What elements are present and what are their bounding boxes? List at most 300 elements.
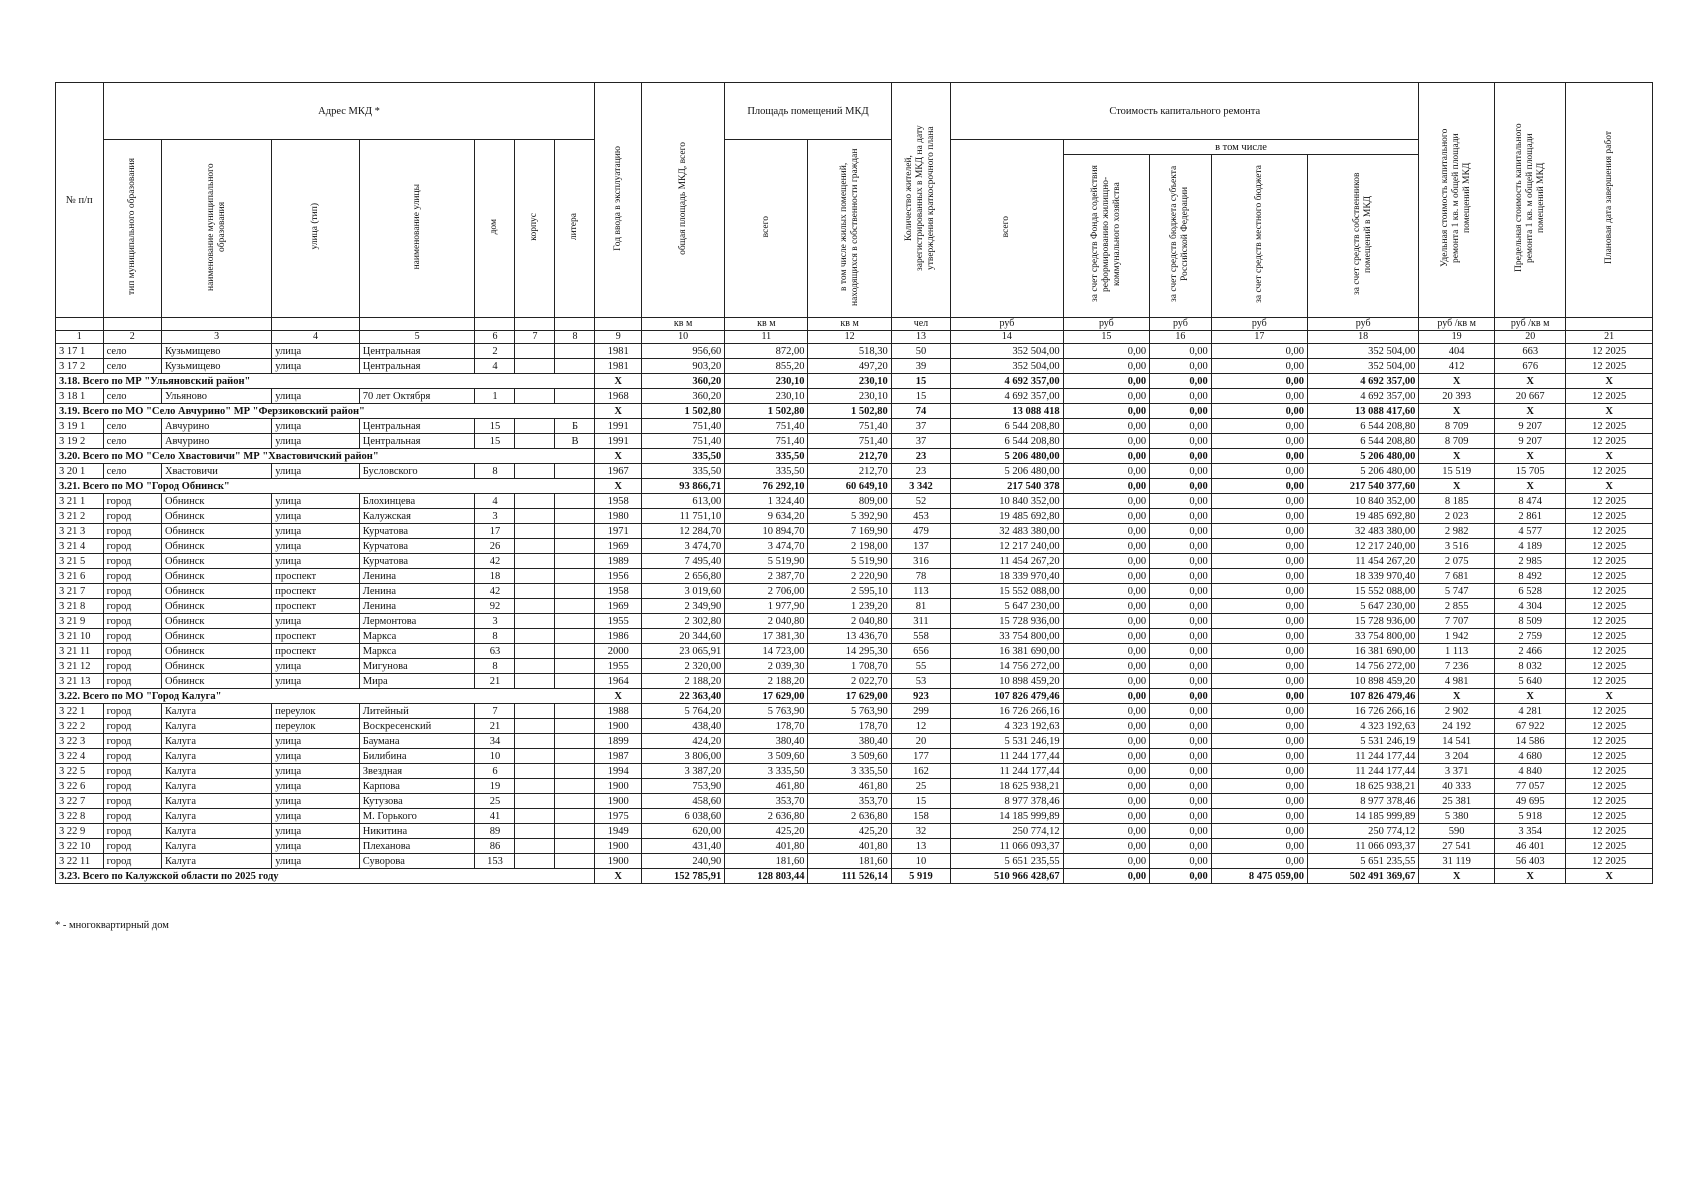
table-cell: 5 651 235,55 xyxy=(951,854,1063,869)
table-cell xyxy=(515,794,555,809)
table-cell: Обнинск xyxy=(161,674,271,689)
table-cell: 81 xyxy=(891,599,950,614)
table-cell: 1900 xyxy=(595,839,641,854)
table-cell: 0,00 xyxy=(1211,854,1307,869)
table-cell: 0,00 xyxy=(1063,839,1149,854)
table-cell: 2000 xyxy=(595,644,641,659)
table-cell: 1987 xyxy=(595,749,641,764)
table-cell: город xyxy=(103,614,161,629)
table-cell: 3 342 xyxy=(891,479,950,494)
table-cell: 37 xyxy=(891,434,950,449)
table-cell: 656 xyxy=(891,644,950,659)
table-cell: X xyxy=(1495,374,1566,389)
table-cell: Калуга xyxy=(161,839,271,854)
table-cell: город xyxy=(103,704,161,719)
table-cell: город xyxy=(103,854,161,869)
table-cell: 0,00 xyxy=(1211,569,1307,584)
table-cell: X xyxy=(1495,404,1566,419)
table-cell: Кузьмищево xyxy=(161,344,271,359)
table-cell: 3 371 xyxy=(1419,764,1495,779)
table-cell: 380,40 xyxy=(808,734,891,749)
table-cell: 558 xyxy=(891,629,950,644)
table-cell: 33 754 800,00 xyxy=(1307,629,1418,644)
table-cell: Обнинск xyxy=(161,509,271,524)
table-cell: 0,00 xyxy=(1150,824,1212,839)
table-cell: 6 528 xyxy=(1495,584,1566,599)
table-cell: 4 680 xyxy=(1495,749,1566,764)
table-row xyxy=(56,629,1653,644)
table-cell: 15 728 936,00 xyxy=(1307,614,1418,629)
table-cell: 178,70 xyxy=(725,719,808,734)
table-cell: 620,00 xyxy=(641,824,724,839)
table-cell: 923 xyxy=(891,689,950,704)
table-cell: 19 485 692,80 xyxy=(1307,509,1418,524)
table-cell: 12 2025 xyxy=(1566,419,1653,434)
table-cell: 1 xyxy=(475,389,515,404)
table-cell: село xyxy=(103,344,161,359)
table-cell: 7 236 xyxy=(1419,659,1495,674)
table-cell xyxy=(555,644,595,659)
table-cell: 10 898 459,20 xyxy=(1307,674,1418,689)
header-cost-owners: за счет средств собственников помещений в МКД xyxy=(1307,155,1418,318)
table-row xyxy=(56,614,1653,629)
table-cell: 74 xyxy=(891,404,950,419)
table-cell: улица xyxy=(272,614,360,629)
table-cell: 5 519,90 xyxy=(725,554,808,569)
table-cell: 0,00 xyxy=(1211,749,1307,764)
table-cell: Ульяново xyxy=(161,389,271,404)
table-cell: 2 861 xyxy=(1495,509,1566,524)
table-cell: 5 747 xyxy=(1419,584,1495,599)
table-cell xyxy=(555,524,595,539)
table-cell: улица xyxy=(272,764,360,779)
table-cell: 6 544 208,80 xyxy=(951,434,1063,449)
table-cell: 5 531 246,19 xyxy=(951,734,1063,749)
table-cell: 14 295,30 xyxy=(808,644,891,659)
table-cell: 177 xyxy=(891,749,950,764)
table-cell: 8 509 xyxy=(1495,614,1566,629)
table-cell: 217 540 378 xyxy=(951,479,1063,494)
table-cell: 3 204 xyxy=(1419,749,1495,764)
table-cell: Б xyxy=(555,419,595,434)
column-number: 8 xyxy=(555,331,595,344)
table-cell xyxy=(515,809,555,824)
table-cell xyxy=(555,794,595,809)
table-cell: город xyxy=(103,749,161,764)
header-year: Год ввода в эксплуатацию xyxy=(595,83,641,318)
column-number: 14 xyxy=(951,331,1063,344)
unit-label: кв м xyxy=(808,318,891,331)
table-cell: 0,00 xyxy=(1063,644,1149,659)
table-cell: Обнинск xyxy=(161,539,271,554)
table-cell: 89 xyxy=(475,824,515,839)
table-cell: 0,00 xyxy=(1150,689,1212,704)
table-cell: 0,00 xyxy=(1150,704,1212,719)
table-cell: 152 785,91 xyxy=(641,869,724,884)
table-cell: 1956 xyxy=(595,569,641,584)
table-cell: 0,00 xyxy=(1150,629,1212,644)
table-cell: 753,90 xyxy=(641,779,724,794)
header-total-area: общая площадь МКД, всего xyxy=(641,83,724,318)
table-cell: 3 17 1 xyxy=(56,344,104,359)
table-cell xyxy=(515,854,555,869)
table-cell: М. Горького xyxy=(359,809,475,824)
table-cell: 15 xyxy=(475,434,515,449)
table-cell: город xyxy=(103,659,161,674)
table-cell: 3 21 8 xyxy=(56,599,104,614)
table-cell: 2 220,90 xyxy=(808,569,891,584)
table-cell: Суворова xyxy=(359,854,475,869)
table-cell: 34 xyxy=(475,734,515,749)
column-number: 7 xyxy=(515,331,555,344)
table-cell: 0,00 xyxy=(1150,509,1212,524)
column-number: 20 xyxy=(1495,331,1566,344)
table-cell: 10 840 352,00 xyxy=(951,494,1063,509)
header-addr-street-name: наименование улицы xyxy=(359,140,475,318)
column-number: 11 xyxy=(725,331,808,344)
table-cell: 12 2025 xyxy=(1566,509,1653,524)
table-cell: 0,00 xyxy=(1063,854,1149,869)
header-unit-cost: Удельная стоимость капитального ремонта 1 кв. м общей площади помещений МКД xyxy=(1419,83,1495,318)
table-cell: 0,00 xyxy=(1211,419,1307,434)
table-cell: 11 751,10 xyxy=(641,509,724,524)
table-cell: 3 20 1 xyxy=(56,464,104,479)
table-cell: 2 022,70 xyxy=(808,674,891,689)
table-cell: 22 363,40 xyxy=(641,689,724,704)
unit-label: руб /кв м xyxy=(1419,318,1495,331)
table-cell: 2 985 xyxy=(1495,554,1566,569)
table-cell xyxy=(555,509,595,524)
table-cell xyxy=(555,584,595,599)
table-cell: 4 xyxy=(475,359,515,374)
table-cell: 5 651 235,55 xyxy=(1307,854,1418,869)
table-cell: 55 xyxy=(891,659,950,674)
table-cell: 0,00 xyxy=(1211,614,1307,629)
column-number: 21 xyxy=(1566,331,1653,344)
table-cell: X xyxy=(1566,449,1653,464)
table-cell: 0,00 xyxy=(1211,824,1307,839)
table-cell: X xyxy=(595,404,641,419)
table-cell: 0,00 xyxy=(1211,434,1307,449)
table-cell: Хвастовичи xyxy=(161,464,271,479)
table-cell: 0,00 xyxy=(1211,809,1307,824)
table-cell: 3 387,20 xyxy=(641,764,724,779)
table-cell: 0,00 xyxy=(1150,599,1212,614)
table-cell: 1991 xyxy=(595,434,641,449)
table-cell: 12 2025 xyxy=(1566,824,1653,839)
table-row xyxy=(56,854,1653,869)
table-cell: 1 942 xyxy=(1419,629,1495,644)
table-cell: 3 21 2 xyxy=(56,509,104,524)
table-cell: 0,00 xyxy=(1063,569,1149,584)
table-cell: 0,00 xyxy=(1063,794,1149,809)
table-cell: 2 636,80 xyxy=(725,809,808,824)
table-cell xyxy=(555,659,595,674)
table-cell: 3 21 10 xyxy=(56,629,104,644)
table-cell: 240,90 xyxy=(641,854,724,869)
table-row xyxy=(56,734,1653,749)
table-cell: 0,00 xyxy=(1211,509,1307,524)
table-cell: 0,00 xyxy=(1211,344,1307,359)
capital-repair-table-sheet xyxy=(55,82,1653,884)
table-cell: Баумана xyxy=(359,734,475,749)
table-cell: 93 866,71 xyxy=(641,479,724,494)
table-cell: 3 21 12 xyxy=(56,659,104,674)
table-cell: 0,00 xyxy=(1150,779,1212,794)
table-cell: 1949 xyxy=(595,824,641,839)
table-cell: 0,00 xyxy=(1211,734,1307,749)
table-cell: 21 xyxy=(475,719,515,734)
table-cell: 12 2025 xyxy=(1566,494,1653,509)
table-cell: 12 217 240,00 xyxy=(1307,539,1418,554)
table-cell: улица xyxy=(272,854,360,869)
table-cell: 4 577 xyxy=(1495,524,1566,539)
table-cell: 8 xyxy=(475,659,515,674)
table-cell: 311 xyxy=(891,614,950,629)
subtotal-label: 3.18. Всего по МР "Ульяновский район" xyxy=(56,374,595,389)
table-cell: 17 629,00 xyxy=(725,689,808,704)
table-cell: 20 393 xyxy=(1419,389,1495,404)
table-cell xyxy=(555,599,595,614)
table-cell: 32 483 380,00 xyxy=(951,524,1063,539)
table-cell: 438,40 xyxy=(641,719,724,734)
table-cell: 12 2025 xyxy=(1566,464,1653,479)
table-cell: Калуга xyxy=(161,779,271,794)
table-cell: X xyxy=(1419,404,1495,419)
table-cell: Калуга xyxy=(161,764,271,779)
table-cell xyxy=(555,614,595,629)
table-cell: 3 17 2 xyxy=(56,359,104,374)
table-cell: 2 706,00 xyxy=(725,584,808,599)
table-cell: 2 023 xyxy=(1419,509,1495,524)
unit-label: руб xyxy=(1150,318,1212,331)
table-cell: улица xyxy=(272,464,360,479)
table-cell: 0,00 xyxy=(1150,494,1212,509)
table-cell: 17 xyxy=(475,524,515,539)
header-cost-total: всего xyxy=(951,140,1063,318)
table-cell: 5 764,20 xyxy=(641,704,724,719)
table-cell: 15 xyxy=(891,374,950,389)
table-cell: 0,00 xyxy=(1063,524,1149,539)
table-cell: Обнинск xyxy=(161,494,271,509)
table-cell: 3 509,60 xyxy=(808,749,891,764)
table-cell: 23 065,91 xyxy=(641,644,724,659)
table-cell: 3 xyxy=(475,614,515,629)
table-cell: 0,00 xyxy=(1063,809,1149,824)
table-cell: переулок xyxy=(272,704,360,719)
table-cell: 0,00 xyxy=(1150,659,1212,674)
table-cell: 40 333 xyxy=(1419,779,1495,794)
table-cell: 0,00 xyxy=(1063,704,1149,719)
table-cell: Звездная xyxy=(359,764,475,779)
table-cell xyxy=(515,389,555,404)
table-cell: 9 207 xyxy=(1495,434,1566,449)
table-cell: 2 902 xyxy=(1419,704,1495,719)
table-cell: 15 728 936,00 xyxy=(951,614,1063,629)
table-cell: 0,00 xyxy=(1063,539,1149,554)
table-cell: 23 xyxy=(891,464,950,479)
table-cell: 31 119 xyxy=(1419,854,1495,869)
table-cell: улица xyxy=(272,794,360,809)
table-cell: 8 xyxy=(475,629,515,644)
table-cell: X xyxy=(1566,479,1653,494)
table-cell: 12 2025 xyxy=(1566,854,1653,869)
table-cell: 18 625 938,21 xyxy=(951,779,1063,794)
table-cell: 2 759 xyxy=(1495,629,1566,644)
header-cost-local: за счет средств местного бюджета xyxy=(1211,155,1307,318)
table-cell: 0,00 xyxy=(1211,554,1307,569)
table-cell: 2 302,80 xyxy=(641,614,724,629)
table-cell: 3 22 3 xyxy=(56,734,104,749)
table-cell: X xyxy=(1566,689,1653,704)
table-cell: 17 629,00 xyxy=(808,689,891,704)
table-cell: 2 xyxy=(475,344,515,359)
table-cell: 107 826 479,46 xyxy=(951,689,1063,704)
table-cell: 63 xyxy=(475,644,515,659)
table-cell: 16 381 690,00 xyxy=(951,644,1063,659)
table-cell xyxy=(515,359,555,374)
table-cell: 0,00 xyxy=(1063,389,1149,404)
table-cell: 19 xyxy=(475,779,515,794)
table-cell: улица xyxy=(272,389,360,404)
table-cell: 3 21 5 xyxy=(56,554,104,569)
table-cell: 751,40 xyxy=(725,419,808,434)
table-cell: Лермонтова xyxy=(359,614,475,629)
table-cell: 212,70 xyxy=(808,449,891,464)
table-cell: 0,00 xyxy=(1063,434,1149,449)
table-cell: X xyxy=(595,689,641,704)
table-cell: 6 544 208,80 xyxy=(951,419,1063,434)
table-cell: 5 640 xyxy=(1495,674,1566,689)
table-cell: 8 492 xyxy=(1495,569,1566,584)
table-cell: 6 544 208,80 xyxy=(1307,434,1418,449)
table-cell: 5 763,90 xyxy=(725,704,808,719)
table-cell: X xyxy=(1495,449,1566,464)
table-cell: X xyxy=(1566,404,1653,419)
table-cell: 217 540 377,60 xyxy=(1307,479,1418,494)
table-cell: 0,00 xyxy=(1211,674,1307,689)
table-cell: 1900 xyxy=(595,794,641,809)
table-cell: 11 066 093,37 xyxy=(1307,839,1418,854)
table-cell: 11 066 093,37 xyxy=(951,839,1063,854)
table-cell: 250 774,12 xyxy=(1307,824,1418,839)
table-row xyxy=(56,764,1653,779)
table-cell: Карпова xyxy=(359,779,475,794)
table-cell: 1981 xyxy=(595,359,641,374)
table-cell: 13 xyxy=(891,839,950,854)
table-cell: 8 xyxy=(475,464,515,479)
table-cell: Калуга xyxy=(161,854,271,869)
table-cell: 1 502,80 xyxy=(725,404,808,419)
header-address-group: Адрес МКД * xyxy=(103,83,595,140)
table-cell: 1986 xyxy=(595,629,641,644)
table-cell: 3 22 6 xyxy=(56,779,104,794)
table-cell: 18 339 970,40 xyxy=(951,569,1063,584)
table-cell: 0,00 xyxy=(1211,779,1307,794)
table-cell: 11 454 267,20 xyxy=(1307,554,1418,569)
table-cell: Обнинск xyxy=(161,659,271,674)
table-cell: 0,00 xyxy=(1211,584,1307,599)
table-cell: 0,00 xyxy=(1211,794,1307,809)
table-cell xyxy=(515,629,555,644)
table-cell: 3 21 9 xyxy=(56,614,104,629)
table-cell: 431,40 xyxy=(641,839,724,854)
table-cell: 0,00 xyxy=(1150,674,1212,689)
table-cell: улица xyxy=(272,674,360,689)
table-cell xyxy=(555,809,595,824)
table-cell: город xyxy=(103,719,161,734)
table-cell: X xyxy=(1495,479,1566,494)
table-cell: 0,00 xyxy=(1211,659,1307,674)
table-cell: 0,00 xyxy=(1150,419,1212,434)
table-cell xyxy=(555,749,595,764)
table-cell: 212,70 xyxy=(808,464,891,479)
table-cell: 16 726 266,16 xyxy=(951,704,1063,719)
table-cell: 3 474,70 xyxy=(725,539,808,554)
table-cell: 0,00 xyxy=(1150,404,1212,419)
table-cell: 12 2025 xyxy=(1566,569,1653,584)
table-cell xyxy=(515,539,555,554)
table-cell: 401,80 xyxy=(808,839,891,854)
capital-repair-table xyxy=(55,82,1653,884)
table-cell: X xyxy=(1419,374,1495,389)
table-cell: 3 22 11 xyxy=(56,854,104,869)
table-row xyxy=(56,569,1653,584)
table-cell: 0,00 xyxy=(1211,629,1307,644)
table-cell: город xyxy=(103,809,161,824)
table-cell: 162 xyxy=(891,764,950,779)
table-cell: 16 381 690,00 xyxy=(1307,644,1418,659)
table-cell: 12 2025 xyxy=(1566,704,1653,719)
table-cell: 3 806,00 xyxy=(641,749,724,764)
table-cell: 11 244 177,44 xyxy=(1307,749,1418,764)
header-area-group: Площадь помещений МКД xyxy=(725,83,892,140)
table-cell: X xyxy=(1495,689,1566,704)
table-cell: 3 21 11 xyxy=(56,644,104,659)
unit-label: руб xyxy=(1307,318,1418,331)
table-cell: Литейный xyxy=(359,704,475,719)
header-addr-house: дом xyxy=(475,140,515,318)
table-row xyxy=(56,584,1653,599)
table-cell: 3 19 2 xyxy=(56,434,104,449)
table-cell: 453 xyxy=(891,509,950,524)
table-cell: 8 977 378,46 xyxy=(1307,794,1418,809)
table-cell: 0,00 xyxy=(1063,734,1149,749)
table-cell xyxy=(555,359,595,374)
table-cell: 4 692 357,00 xyxy=(951,389,1063,404)
table-cell: 14 756 272,00 xyxy=(1307,659,1418,674)
table-cell: 425,20 xyxy=(808,824,891,839)
table-cell: 12 2025 xyxy=(1566,434,1653,449)
table-cell: 8 185 xyxy=(1419,494,1495,509)
column-number: 17 xyxy=(1211,331,1307,344)
subtotal-label: 3.22. Всего по МО "Город Калуга" xyxy=(56,689,595,704)
table-cell: 70 лет Октября xyxy=(359,389,475,404)
table-cell: 1955 xyxy=(595,614,641,629)
table-cell: 2 039,30 xyxy=(725,659,808,674)
table-cell: город xyxy=(103,494,161,509)
table-cell: 0,00 xyxy=(1150,764,1212,779)
column-number: 18 xyxy=(1307,331,1418,344)
table-cell xyxy=(515,614,555,629)
table-cell: 14 723,00 xyxy=(725,644,808,659)
table-cell: 52 xyxy=(891,494,950,509)
table-cell: 12 2025 xyxy=(1566,764,1653,779)
table-cell: 3 22 9 xyxy=(56,824,104,839)
table-cell: 676 xyxy=(1495,359,1566,374)
table-cell: улица xyxy=(272,779,360,794)
column-number: 3 xyxy=(161,331,271,344)
